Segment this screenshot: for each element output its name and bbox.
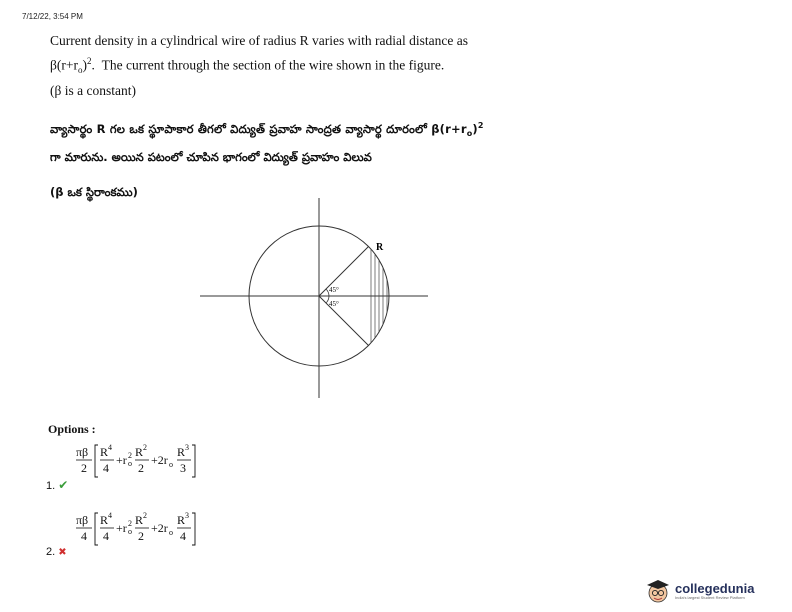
svg-text:πβ: πβ	[76, 445, 89, 459]
option-2-formula	[72, 508, 242, 556]
svg-text:4: 4	[180, 529, 186, 543]
svg-text:+2r: +2r	[151, 453, 168, 467]
radius-line-lower	[319, 296, 369, 346]
svg-text:2: 2	[138, 529, 144, 543]
svg-text:o: o	[128, 459, 132, 468]
radius-label: R	[376, 242, 384, 253]
telugu-constant-note: (β ఒక స్థిరాంకము)	[50, 185, 138, 199]
svg-text:4: 4	[81, 529, 87, 543]
question-english	[50, 31, 570, 80]
svg-text:3: 3	[180, 461, 186, 475]
svg-text:R: R	[135, 513, 144, 527]
svg-text:4: 4	[108, 511, 112, 520]
radius-line-upper	[319, 247, 369, 297]
question-line-1: Current density in a cylindrical wire of radius R varies with radial distance as	[50, 33, 468, 48]
svg-text:2: 2	[143, 443, 147, 452]
correct-check-icon: ✔	[58, 478, 69, 492]
option-1-formula	[72, 440, 242, 488]
svg-text:πβ: πβ	[76, 513, 89, 527]
svg-text:o: o	[128, 527, 132, 536]
svg-text:2: 2	[128, 451, 132, 460]
svg-text:+2r: +2r	[151, 521, 168, 535]
brand-logo	[645, 578, 754, 604]
angle-label-lower: 45°	[329, 300, 339, 308]
wire-cross-section-figure	[200, 198, 440, 398]
mascot-icon	[645, 578, 671, 604]
incorrect-cross-icon: ✖	[58, 547, 67, 558]
timestamp: 7/12/22, 3:54 PM	[22, 12, 83, 21]
brand-name: collegedunia	[675, 581, 755, 596]
svg-text:4: 4	[108, 443, 112, 452]
svg-text:3: 3	[185, 511, 189, 520]
svg-text:+r: +r	[116, 521, 127, 535]
svg-text:4: 4	[103, 461, 109, 475]
svg-text:4: 4	[103, 529, 109, 543]
svg-text:3: 3	[185, 443, 189, 452]
svg-text:+r: +r	[116, 453, 127, 467]
svg-text:2: 2	[138, 461, 144, 475]
svg-text:2: 2	[81, 461, 87, 475]
option-1-number: 1.	[46, 480, 56, 492]
svg-text:R: R	[177, 445, 186, 459]
svg-text:2: 2	[128, 519, 132, 528]
svg-text:o: o	[169, 528, 173, 537]
telugu-line-2: గా మారును. అయిన పటంలో చూపిన భాగంలో విద్యుత్ ప్రవాహం విలువ	[50, 150, 372, 164]
option-2-indicator	[46, 546, 67, 558]
angle-label-upper: 45°	[329, 286, 339, 294]
svg-text:2: 2	[143, 511, 147, 520]
brand-tagline: India's largest Student Review Platform	[675, 595, 745, 600]
constant-note: (β is a constant)	[50, 83, 136, 98]
question-line-2: $\beta(r+r_o)^2$. The current through the section of the wire shown in the figure.	[50, 56, 445, 76]
telugu-line-1: వ్యాసార్థం R గల ఒక స్థూపాకార తీగలో విద్యుత్ ప్రవాహ సాంద్రత వ్యాసార్థ దూరంలో $\beta(r+r_o)^2$	[50, 121, 484, 139]
svg-text:R: R	[135, 445, 144, 459]
svg-text:o: o	[169, 460, 173, 469]
svg-text:R: R	[177, 513, 186, 527]
option-2-number: 2.	[46, 546, 56, 558]
options-heading: Options :	[48, 422, 96, 436]
svg-text:R: R	[100, 513, 109, 527]
option-1-indicator	[46, 478, 68, 492]
svg-text:R: R	[100, 445, 109, 459]
